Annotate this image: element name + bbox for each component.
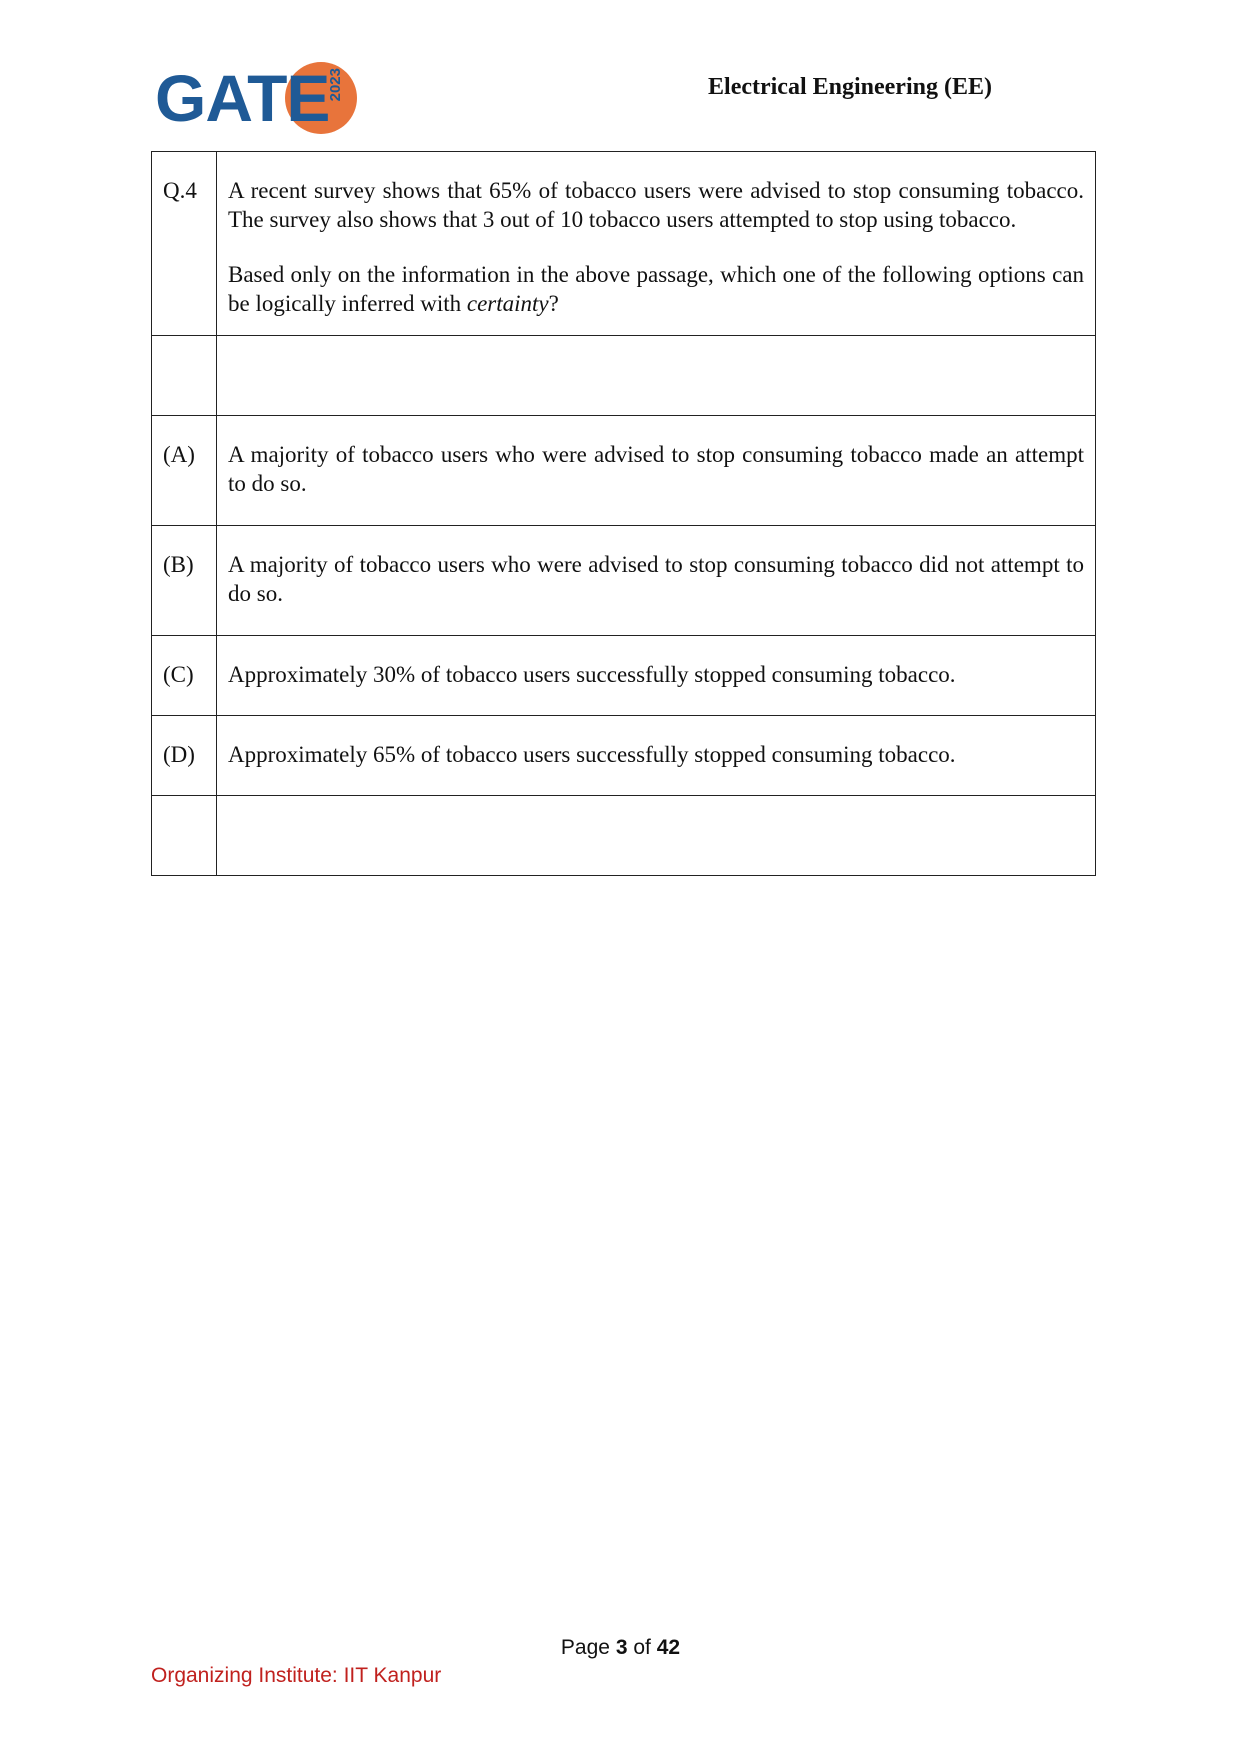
subject-title: Electrical Engineering (EE) [708,74,992,100]
spacer-row [152,336,1096,416]
option-label: (B) [152,526,217,636]
spacer-row [152,796,1096,876]
question-paragraph-2-start: Based only on the information in the above passage, which one of the following options can be logically inferred with [228,262,1084,316]
option-row-a [152,416,1096,526]
question-text [217,152,1096,336]
option-text: A majority of tobacco users who were advised to stop consuming tobacco made an attempt to do so. [217,416,1096,526]
question-paragraph-2-end: ? [548,291,559,316]
page-number [0,1636,1241,1660]
question-paragraph-1: A recent survey shows that 65% of tobacco users were advised to stop consuming tobacco. The survey also shows that 3 out of 10 tobacco users attempted to stop using tobacco. [228,178,1084,232]
option-label: (C) [152,636,217,716]
question-table [151,151,1096,876]
option-label: (A) [152,416,217,526]
logo-text: GATE [155,61,330,135]
option-text: Approximately 30% of tobacco users successfully stopped consuming tobacco. [217,636,1096,716]
option-row-c [152,636,1096,716]
page-of: of [633,1636,651,1659]
option-row-b [152,526,1096,636]
option-text: Approximately 65% of tobacco users successfully stopped consuming tobacco. [217,716,1096,796]
question-row [152,152,1096,336]
question-emphasis: certainty [466,291,549,316]
gate-logo [155,58,360,138]
option-row-d [152,716,1096,796]
page-total: 42 [656,1636,681,1659]
question-paragraph-2 [228,260,1084,318]
question-number: Q.4 [152,152,217,336]
organizing-institute: Organizing Institute: IIT Kanpur [151,1664,442,1687]
option-text: A majority of tobacco users who were advised to stop consuming tobacco did not attempt to do so. [217,526,1096,636]
page-prefix: Page [560,1636,610,1659]
option-label: (D) [152,716,217,796]
page-current: 3 [615,1636,628,1659]
logo-year: 2023 [327,68,344,102]
